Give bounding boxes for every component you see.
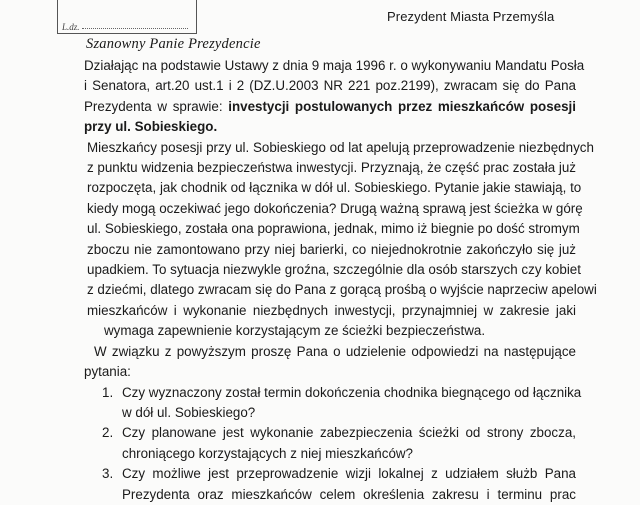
question-line: w dół ul. Sobieskiego? bbox=[122, 404, 256, 420]
residents-line: rozpoczęta, jak chodnik od łącznika w dół ul. Sobieskiego. Pytanie jakie stawiają, to bbox=[87, 180, 582, 196]
residents-line: kiedy mogą oczekiwać jego dokończenia? Drugą ważną sprawą jest ścieżka w górę bbox=[87, 200, 583, 216]
residents-line: ul. Sobieskiego, została ona poprawiona, jednak, mimo iż biegnie po dość stromym bbox=[87, 221, 580, 237]
intro-paragraph bbox=[84, 56, 585, 138]
salutation: Szanowny Panie Prezydencie bbox=[86, 36, 261, 52]
addressee: Prezydent Miasta Przemyśla bbox=[387, 9, 555, 24]
questions-list bbox=[84, 383, 582, 505]
residents-line: zboczu nie zamontowano przy niej barierki, co niejednokrotnie zakończyło się już bbox=[87, 241, 576, 257]
intro-line-mixed bbox=[84, 97, 576, 117]
residents-line: z punktu widzenia bezpieczeństwa inwestycji. Przyznają, że część prac została już bbox=[87, 160, 576, 176]
question-line: Czy wyznaczony został termin dokończenia chodnika biegnącego od łącznika bbox=[122, 384, 582, 400]
stamp-label: L.dz. bbox=[62, 22, 80, 32]
intro-line: i Senatora, art.20 ust.1 i 2 (DZ.U.2003 NR 221 poz.2199), zwracam się do Pana bbox=[84, 78, 576, 94]
question-line: chroniącego korzystających z niej mieszkańców? bbox=[122, 445, 414, 461]
intro-line: Działając na podstawie Ustawy z dnia 9 maja 1996 r. o wykonywaniu Mandatu Posła bbox=[84, 58, 585, 73]
question-line: Czy planowane jest wykonanie zabezpieczenia ścieżki od strony zbocza, bbox=[122, 425, 576, 441]
request-line: W związku z powyższym proszę Pana o udzielenie odpowiedzi na następujące bbox=[94, 343, 576, 359]
residents-line: upadkiem. To sytuacja niezwykle groźna, szczególnie dla osób starszych czy kobiet bbox=[87, 262, 581, 278]
intro-line: Prezydenta w sprawie: bbox=[84, 98, 223, 114]
stamp-dotted-line bbox=[82, 28, 188, 29]
question-item bbox=[84, 423, 576, 464]
letter-body bbox=[84, 56, 597, 505]
question-item bbox=[84, 383, 582, 424]
question-item bbox=[84, 464, 576, 505]
question-number: 2. bbox=[102, 425, 114, 441]
question-number: 3. bbox=[102, 466, 114, 482]
subject-bold: investycji postulowanych przez mieszkańców posesji bbox=[228, 98, 576, 114]
residents-line: Mieszkańcy posesji przy ul. Sobieskiego od lat apelują przeprowadzenie niezbędnych bbox=[87, 139, 594, 155]
residents-paragraph bbox=[84, 138, 597, 342]
residents-line: wymaga zapewnienie korzystającym ze ścieżki bezpieczeństwa. bbox=[104, 323, 486, 339]
residents-line: mieszkańców i wykonanie niezbędnych inwestycji, przynajmniej w zakresie jaki bbox=[87, 302, 576, 318]
question-line: Prezydenta oraz mieszkańców celem określenia zakresu i terminu prac bbox=[122, 486, 576, 502]
residents-line: z dziećmi, dlatego zwracam się do Pana z gorącą prośbą o wyjście naprzeciw apelowi bbox=[87, 282, 597, 298]
subject-bold-line bbox=[84, 117, 576, 137]
question-number: 1. bbox=[102, 384, 114, 400]
registry-stamp-box bbox=[57, 0, 197, 34]
request-paragraph bbox=[84, 342, 576, 383]
question-line: Czy możliwe jest przeprowadzenie wizji lokalnej z udziałem służb Pana bbox=[122, 466, 576, 482]
subject-bold: przy ul. Sobieskiego. bbox=[84, 119, 218, 135]
request-line: pytania: bbox=[84, 364, 131, 380]
